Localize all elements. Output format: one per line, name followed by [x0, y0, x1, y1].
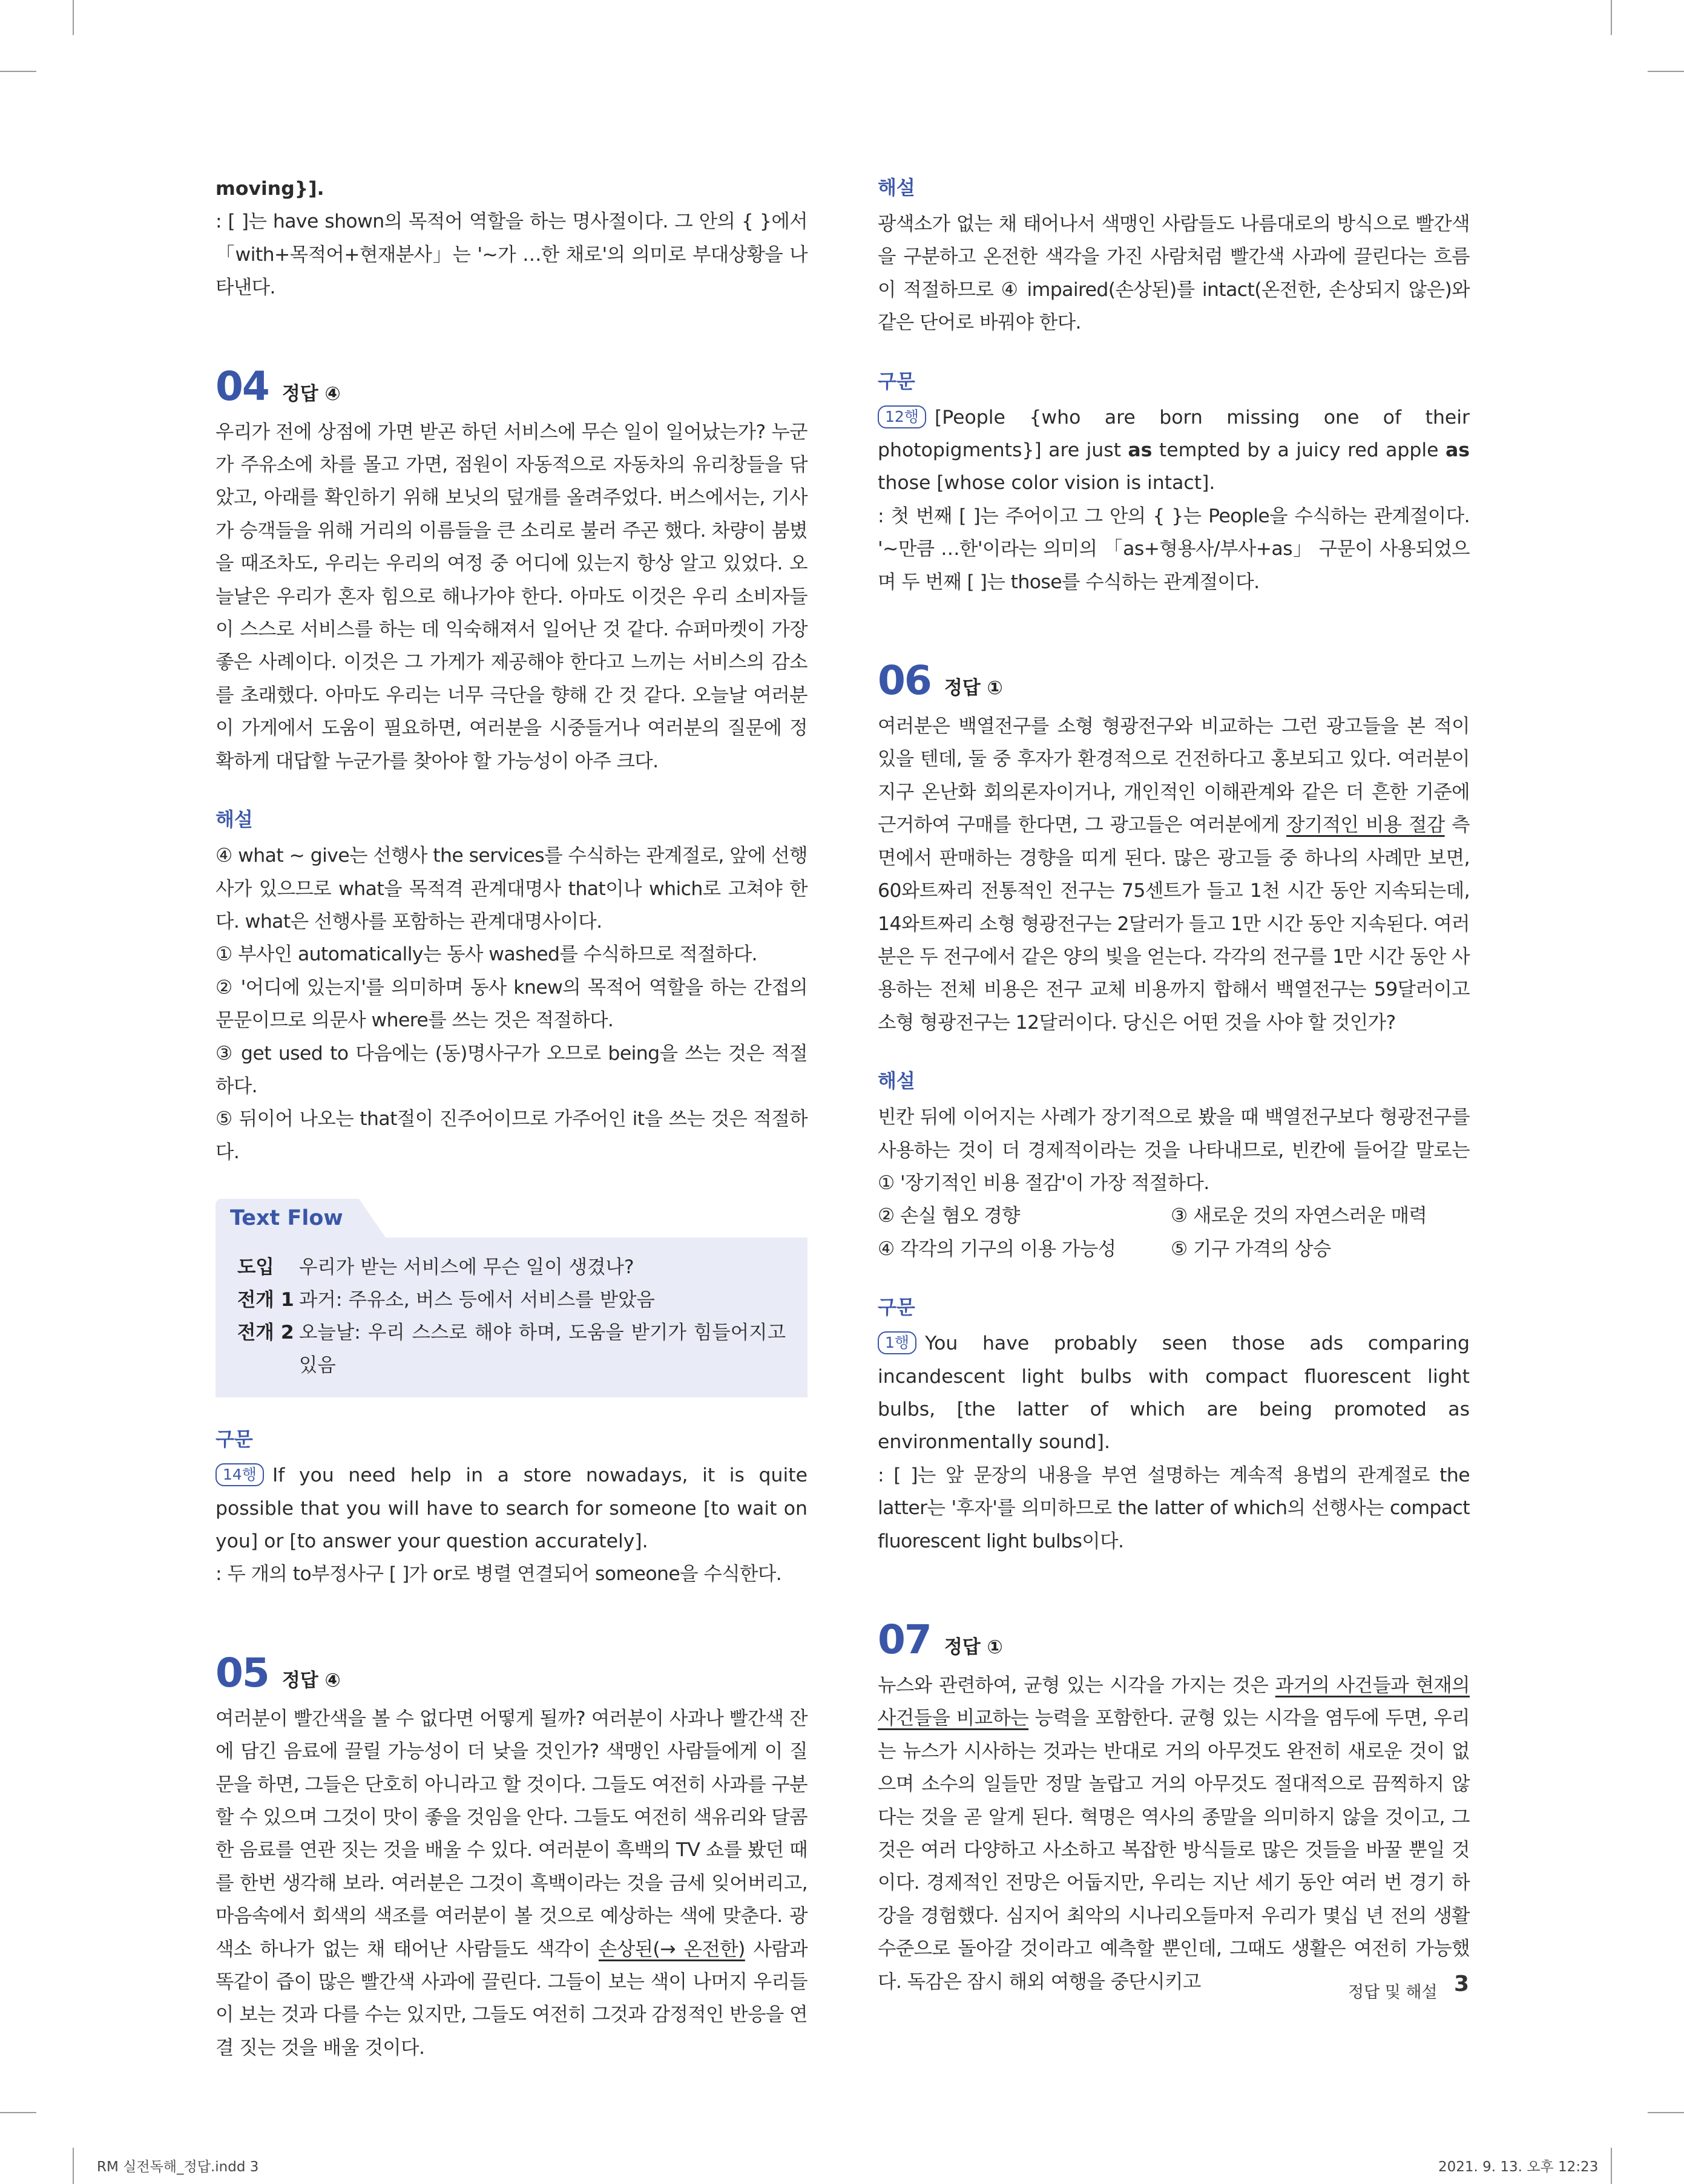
left-column [215, 172, 807, 2064]
structure-heading: 구문 [878, 369, 915, 393]
question-number: 05 [215, 1649, 269, 1696]
line-badge: 14행 [215, 1463, 264, 1486]
question-number: 07 [878, 1616, 931, 1663]
option-item: ⑤ 기구 가격의 상승 [1171, 1238, 1331, 1260]
continued-note: : [ ]는 have shown의 목적어 역할을 하는 명사절이다. 그 안의 { }에서 「with+목적어+현재분사」는 '~가 …한 채로'의 의미로 부대상황을 나타낸다. [215, 211, 807, 299]
crop-mark [0, 2112, 36, 2113]
print-slug-filename: RM 실전독해_정답.indd 3 [97, 2159, 259, 2175]
crop-mark [1648, 2112, 1684, 2113]
crop-mark [1611, 2148, 1612, 2184]
structure-heading: 구문 [215, 1428, 253, 1451]
answer-label: 정답 ① [944, 677, 1003, 700]
structure-heading: 구문 [878, 1296, 915, 1319]
translation-text: 여러분이 빨간색을 볼 수 없다면 어떻게 될까? 여러분이 사과나 빨간색 잔에 담긴 음료에 끌릴 가능성이 더 낮을 것인가? 색맹인 사람들에게 이 질문을 하면, 그들은 단호히 아니라고 할 것이다. 그들도 여전히 사과를 구분할 수 있으며 그것이 맛이 좋을 것임을 안다. 그들도 여전히 색유리와 달콤한 음료를 연관 짓는 것을 배울 수 있다. 여러분이 흑백의 TV 쇼를 봤던 때를 한번 생각해 보라. 여러분은 그것이 흑백이라는 것을 금세 잊어버리고, 마음속에서 회색의 색조를 여러분이 볼 것으로 예상하는 색에 맞춘다. 광색소 하나가 없는 채 태어난 사람들도 색각이 손상된(→ 온전한) 사람과 똑같이 즙이 많은 빨간색 사과에 끌린다. 그들이 보는 색이 나머지 우리들이 보는 것과 다를 수는 있지만, 그들도 여전히 그것과 감정적인 반응을 연결 짓는 것을 배울 것이다. [215, 1707, 807, 2059]
text-flow-title: Text Flow [215, 1199, 359, 1238]
option-row [878, 1233, 1470, 1265]
text-flow-row: 도입 우리가 받는 서비스에 무슨 일이 생겼나? [237, 1256, 634, 1279]
structure-text: 12행 [People {who are born missing one of their photopigments}] are just as tempted by a juicy red apple as those [whose color vision is intact]. [878, 406, 1470, 494]
text-flow-row: 전개 2 오늘날: 우리 스스로 해야 하며, 도움을 받기가 힘들어지고 있음 [237, 1322, 786, 1377]
answer-label: 정답 ④ [281, 1669, 341, 1691]
question-number: 06 [878, 657, 931, 704]
crop-mark [1648, 71, 1684, 72]
line-badge: 12행 [878, 405, 926, 428]
footer-label: 정답 및 해설 [1348, 1983, 1438, 2002]
text-flow-row: 전개 1 과거: 주유소, 버스 등에서 서비스를 받았음 [237, 1289, 655, 1311]
line-badge: 1행 [878, 1331, 916, 1354]
crop-mark [73, 0, 74, 35]
underlined-phrase: 과거의 사건들과 현재의 사건들을 비교하는 [878, 1674, 1470, 1730]
explanation-line: ② '어디에 있는지'를 의미하며 동사 knew의 목적어 역할을 하는 간접의문문이므로 의문사 where를 쓰는 것은 적절하다. [215, 976, 807, 1032]
explanation-line: ① 부사인 automatically는 동사 washed를 수식하므로 적절하다. [215, 943, 757, 966]
question-06-header [878, 657, 1470, 705]
print-slug-timestamp: 2021. 9. 13. 오후 12:23 [1438, 2159, 1599, 2175]
option-item: ④ 각각의 기구의 이용 가능성 [878, 1238, 1116, 1260]
question-number: 04 [215, 362, 269, 410]
crop-mark [0, 71, 36, 72]
text-flow-box [215, 1199, 807, 1397]
explanation-heading: 해설 [878, 176, 915, 199]
crop-mark [1611, 0, 1612, 35]
question-05-header [215, 1649, 807, 1697]
question-07-header [878, 1616, 1470, 1664]
structure-text: 1행 You have probably seen those ads comparing incandescent light bulbs with compact fluorescent light bulbs, [the latter of which are being promoted as environmentally sound]. [878, 1333, 1470, 1454]
page-number: 3 [1454, 1972, 1470, 1996]
question-04-header [215, 362, 807, 411]
explanation-line: ③ get used to 다음에는 (동)명사구가 오므로 being을 쓰는 것은 적절하다. [215, 1042, 807, 1097]
explanation-text: 광색소가 없는 채 태어나서 색맹인 사람들도 나름대로의 방식으로 빨간색을 구분하고 온전한 색각을 가진 사람처럼 빨간색 사과에 끌린다는 흐름이 적절하므로 ④ impaired(손상된)를 intact(온전한, 손상되지 않은)와 같은 단어로 바꿔야 한다. [878, 213, 1470, 334]
underlined-phrase: 장기적인 비용 절감 [1286, 814, 1445, 836]
explanation-heading: 해설 [878, 1069, 915, 1093]
explanation-heading: 해설 [215, 808, 253, 831]
answer-label: 정답 ④ [281, 382, 341, 405]
underlined-phrase: 손상된(→ 온전한) [598, 1938, 745, 1960]
translation-text: 여러분은 백열전구를 소형 형광전구와 비교하는 그런 광고들을 본 적이 있을 텐데, 둘 중 후자가 환경적으로 건전하다고 홍보되고 있다. 여러분이 지구 온난화 회의론자이거나, 개인적인 이해관계와 같은 더 흔한 기준에 근거하여 구매를 한다면, 그 광고들은 여러분에게 장기적인 비용 절감 측면에서 판매하는 경향을 띠게 된다. 많은 광고들 중 하나의 사례만 보면, 60와트짜리 전통적인 전구는 75센트가 들고 1천 시간 동안 지속되는데, 14와트짜리 소형 형광전구는 2달러가 들고 1만 시간 동안 지속된다. 여러분은 두 전구에서 같은 양의 빛을 얻는다. 각각의 전구를 1만 시간 동안 사용하는 전체 비용은 전구 교체 비용까지 합해서 백열전구는 59달러이고 소형 형광전구는 12달러이다. 당신은 어떤 것을 사야 할 것인가? [878, 715, 1470, 1034]
translation-text: 뉴스와 관련하여, 균형 있는 시각을 가지는 것은 과거의 사건들과 현재의 사건들을 비교하는 능력을 포함한다. 균형 있는 시각을 염두에 두면, 우리는 뉴스가 시사하는 것과는 반대로 거의 아무것도 완전히 새로운 것이 없으며 소수의 일들만 정말 놀랍고 거의 아무것도 절대적으로 끔찍하지 않다는 것을 곧 알게 된다. 혁명은 역사의 종말을 의미하지 않을 것이고, 그것은 여러 다양하고 사소하고 복잡한 방식들로 많은 것들을 바꿀 뿐일 것이다. 경제적인 전망은 어둡지만, 우리는 지난 세기 동안 여러 번 경기 하강을 경험했다. 심지어 최악의 시나리오들마저 우리가 몇십 년 전의 생활수준으로 돌아갈 것이라고 예측할 뿐인데, 그때도 생활은 여전히 가능했다. 독감은 잠시 해외 여행을 중단시키고 [878, 1674, 1470, 1993]
structure-note: : 두 개의 to부정사구 [ ]가 or로 병렬 연결되어 someone을 수식한다. [215, 1563, 782, 1586]
structure-note: : [ ]는 앞 문장의 내용을 부연 설명하는 계속적 용법의 관계절로 the latter는 '후자'를 의미하므로 the latter of which의 선행사는 compact fluorescent light bulbs이다. [878, 1464, 1470, 1552]
structure-text: 14행 If you need help in a store nowadays, it is quite possible that you will have to search for someone [to wait on you] or [to answer your question accurately]. [215, 1464, 807, 1552]
crop-mark [73, 2148, 74, 2184]
explanation-line: ④ what ~ give는 선행사 the services를 수식하는 관계절로, 앞에 선행사가 있으므로 what을 목적격 관계대명사 that이나 which로 고쳐야 한다. what은 선행사를 포함하는 관계대명사이다. [215, 845, 807, 933]
option-row [878, 1199, 1470, 1232]
option-item: ② 손실 혐오 경향 [878, 1205, 1020, 1227]
explanation-text: 빈칸 뒤에 이어지는 사례가 장기적으로 봤을 때 백열전구보다 형광전구를 사용하는 것이 더 경제적이라는 것을 나타내므로, 빈칸에 들어갈 말로는 ① '장기적인 비용 절감'이 가장 적절하다. [878, 1106, 1470, 1194]
right-column [878, 172, 1470, 1998]
continued-structure: moving}]. [215, 178, 324, 200]
option-item: ③ 새로운 것의 자연스러운 매력 [1171, 1205, 1427, 1227]
structure-note: : 첫 번째 [ ]는 주어이고 그 안의 { }는 People을 수식하는 관계절이다. '~만큼 …한'이라는 의미의 「as+형용사/부사+as」 구문이 사용되었으며 두 번째 [ ]는 those를 수식하는 관계절이다. [878, 505, 1470, 593]
explanation-line: ⑤ 뒤이어 나오는 that절이 진주어이므로 가주어인 it을 쓰는 것은 적절하다. [215, 1108, 807, 1163]
translation-text: 우리가 전에 상점에 가면 받곤 하던 서비스에 무슨 일이 일어났는가? 누군가 주유소에 차를 몰고 가면, 점원이 자동적으로 자동차의 유리창들을 닦았고, 아래를 확인하기 위해 보닛의 덮개를 올려주었다. 버스에서는, 기사가 승객들을 위해 거리의 이름들을 큰 소리로 불러 주곤 했다. 차량이 붐볐을 때조차도, 우리는 우리의 여정 중 어디에 있는지 항상 알고 있었다. 오늘날은 우리가 혼자 힘으로 해나가야 한다. 아마도 이것은 우리 소비자들이 스스로 서비스를 하는 데 익숙해져서 일어난 것 같다. 슈퍼마켓이 가장 좋은 사례이다. 이것은 그 가게가 제공해야 한다고 느끼는 서비스의 감소를 초래했다. 아마도 우리는 너무 극단을 향해 간 것 같다. 오늘날 여러분이 가게에서 도움이 필요하면, 여러분을 시중들거나 여러분의 질문에 정확하게 대답할 누군가를 찾아야 할 가능성이 아주 크다. [215, 421, 807, 772]
answer-label: 정답 ① [944, 1636, 1003, 1658]
